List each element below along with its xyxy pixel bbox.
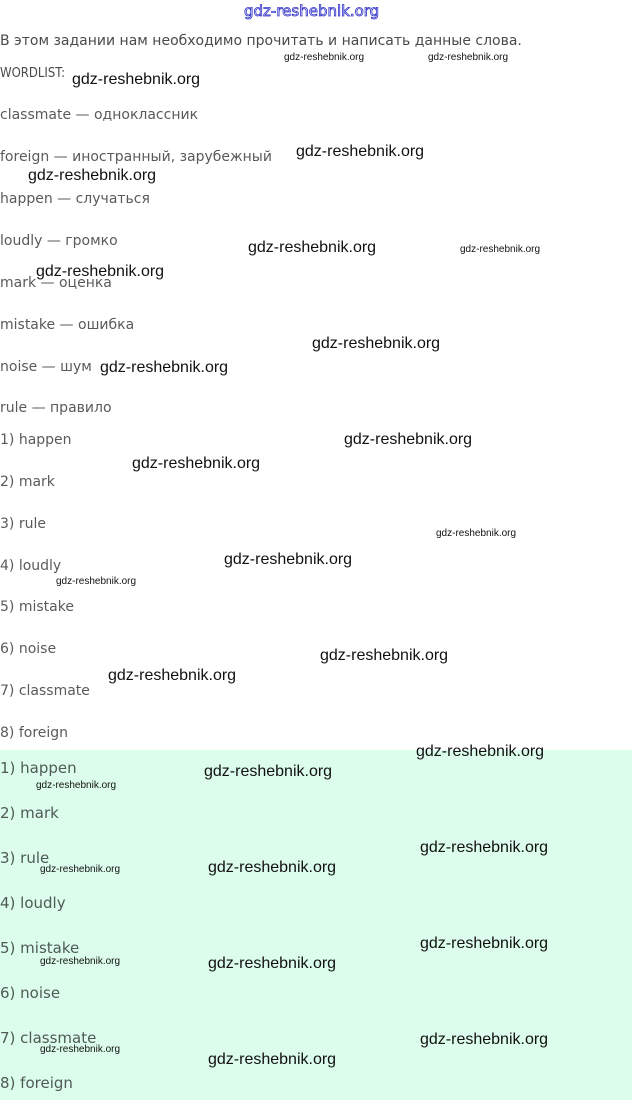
answer-item: 2) mark [0,804,59,822]
watermark: gdz-reshebnik.org [72,71,201,88]
watermark: gdz-reshebnik.org [420,1031,549,1048]
watermark: gdz-reshebnik.org [36,780,117,791]
exercise-item: 3) rule [0,516,46,532]
watermark: gdz-reshebnik.org [204,763,333,780]
exercise-item: 4) loudly [0,558,62,574]
watermark: gdz-reshebnik.org [428,52,509,63]
wordlist-label: WORDLIST: [0,66,66,81]
watermark: gdz-reshebnik.org [100,359,229,376]
watermark: gdz-reshebnik.org [36,263,165,280]
watermark: gdz-reshebnik.org [208,955,337,972]
wordlist-item: mark — оценка [0,275,112,291]
exercise-item: 1) happen [0,432,72,448]
answer-item: 4) loudly [0,894,66,912]
exercise-item: 5) mistake [0,599,74,615]
exercise-item: 7) classmate [0,683,90,699]
wordlist-item: rule — правило [0,400,112,416]
watermark: gdz-reshebnik.org [40,1044,121,1055]
intro-text: В этом задании нам необходимо прочитать и написать данные слова. [0,33,522,49]
watermark: gdz-reshebnik.org [40,864,121,875]
watermark: gdz-reshebnik.org [284,52,365,63]
exercise-item: 2) mark [0,474,55,490]
watermark: gdz-reshebnik.org [420,935,549,952]
exercise-item: 6) noise [0,641,57,657]
wordlist-item: foreign — иностранный, зарубежный [0,149,272,165]
answer-item: 5) mistake [0,939,80,957]
watermark: gdz-reshebnik.org [296,143,425,160]
watermark: gdz-reshebnik.org [208,1051,337,1068]
watermark: gdz-reshebnik.org [56,576,137,587]
site-watermark-header: gdz-reshebnik.org [244,2,380,20]
watermark: gdz-reshebnik.org [320,647,449,664]
answer-item: 6) noise [0,984,61,1002]
watermark: gdz-reshebnik.org [224,551,353,568]
wordlist-item: loudly — громко [0,233,118,249]
watermark: gdz-reshebnik.org [208,859,337,876]
wordlist-item: happen — случаться [0,191,150,207]
watermark: gdz-reshebnik.org [108,667,237,684]
watermark: gdz-reshebnik.org [420,839,549,856]
wordlist-item: classmate — одноклассник [0,107,199,123]
watermark: gdz-reshebnik.org [436,528,517,539]
watermark: gdz-reshebnik.org [344,431,473,448]
exercise-item: 8) foreign [0,725,69,741]
watermark: gdz-reshebnik.org [312,335,441,352]
answer-item: 1) happen [0,759,77,777]
watermark: gdz-reshebnik.org [132,455,261,472]
watermark: gdz-reshebnik.org [460,244,541,255]
answer-item: 7) classmate [0,1029,97,1047]
answer-item: 8) foreign [0,1074,73,1092]
watermark: gdz-reshebnik.org [40,956,121,967]
watermark: gdz-reshebnik.org [416,743,545,760]
watermark: gdz-reshebnik.org [28,167,157,184]
watermark: gdz-reshebnik.org [248,239,377,256]
wordlist-item: noise — шум [0,359,92,375]
wordlist-item: mistake — ошибка [0,317,135,333]
answer-item: 3) rule [0,849,50,867]
